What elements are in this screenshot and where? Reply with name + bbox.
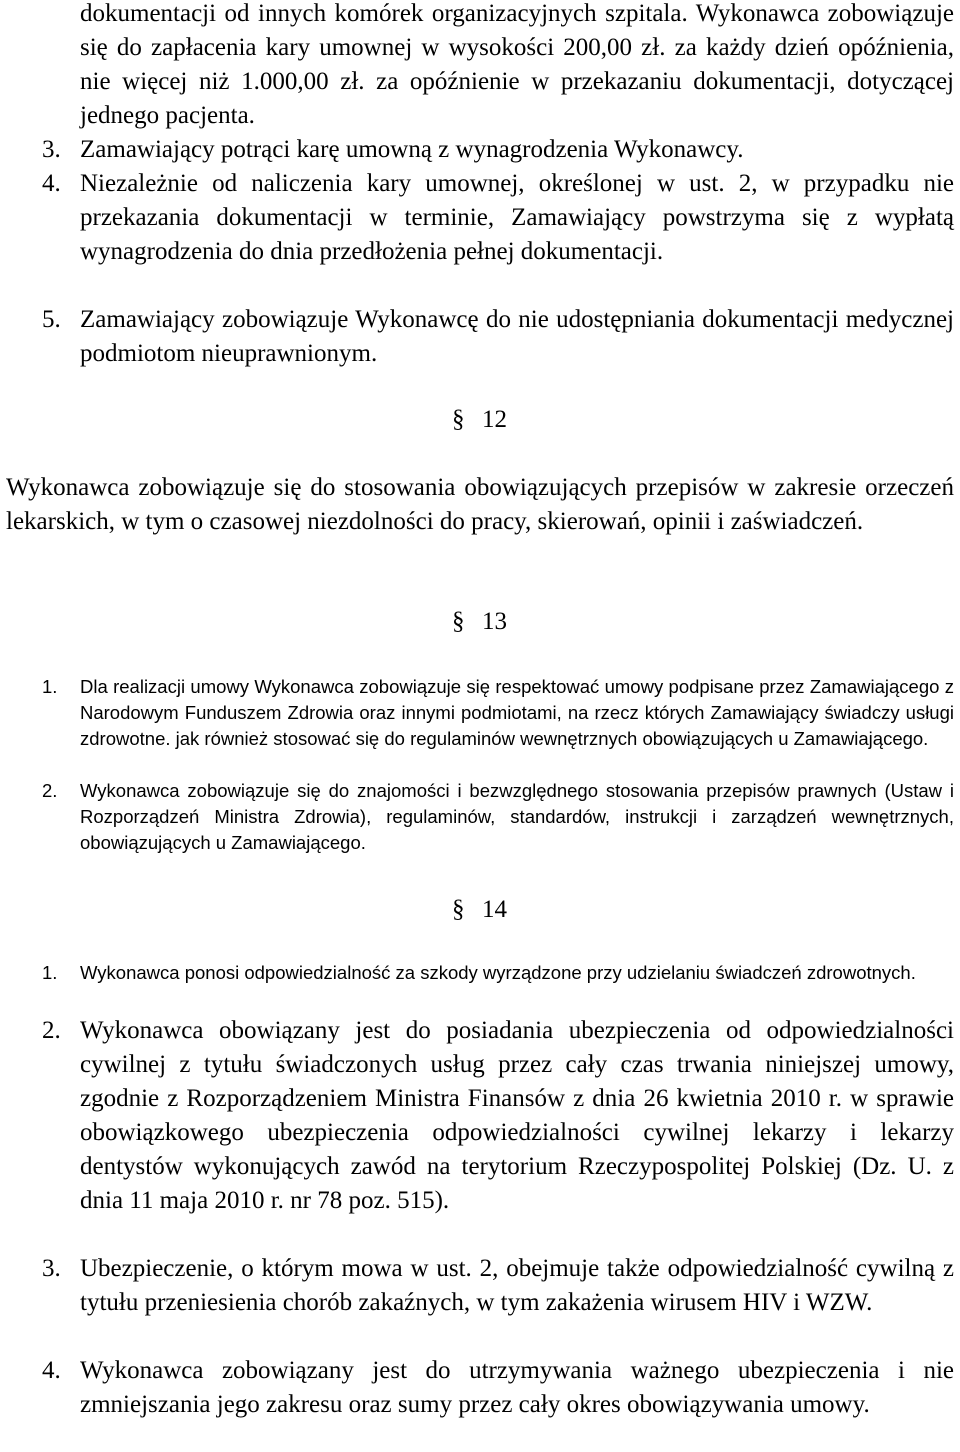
item-number: 5. — [42, 306, 61, 333]
item-number: 2. — [42, 1017, 61, 1044]
section-11-item-5 — [42, 303, 954, 371]
section-12-heading — [452, 403, 507, 437]
item-number: 1. — [42, 962, 58, 983]
paragraph-sign: § — [452, 896, 465, 923]
item-text: Niezależnie od naliczenia kary umownej, określonej w ust. 2, w przypadku nie przekazania dokumentacji w terminie, Zamawiający powstrzyma się z wypłatą wynagrodzenia do dnia przedłożenia pełnej dokumentacji. — [80, 170, 954, 265]
section-13-item-1 — [42, 674, 954, 752]
section-14-heading — [452, 893, 507, 927]
paragraph-sign: § — [452, 406, 465, 433]
section-13-heading — [452, 605, 507, 639]
section-14-item-2 — [42, 1014, 954, 1218]
item-text: Zamawiający potrąci karę umowną z wynagrodzenia Wykonawcy. — [80, 136, 744, 163]
item-text: Ubezpieczenie, o którym mowa w ust. 2, obejmuje także odpowiedzialność cywilną z tytułu przeniesienia chorób zakaźnych, w tym zakażenia wirusem HIV i WZW. — [80, 1255, 954, 1316]
item-number: 4. — [42, 1357, 61, 1384]
item-text: Wykonawca obowiązany jest do posiadania ubezpieczenia od odpowiedzialności cywilnej z tytułu świadczonych usług przez cały czas trwania niniejszej umowy, zgodnie z Rozporządzeniem Ministra Finansów z dnia 26 kwietnia 2010 r. w sprawie obowiązkowego ubezpieczenia odpowiedzialności cywilnej lekarzy i lekarzy dentystów wykonujących zawód na terytorium Rzeczypospolitej Polskiej (Dz. U. z dnia 11 maja 2010 r. nr 78 poz. 515). — [80, 1017, 954, 1214]
section-number: 13 — [482, 608, 507, 635]
section-14-item-1 — [42, 960, 954, 986]
item-number: 2. — [42, 780, 58, 801]
section-number: 12 — [482, 406, 507, 433]
section-14-item-3 — [42, 1252, 954, 1320]
item-number: 1. — [42, 676, 58, 697]
section-13-item-2 — [42, 778, 954, 856]
item-text: Wykonawca ponosi odpowiedzialność za szkody wyrządzone przy udzielaniu świadczeń zdrowotnych. — [80, 962, 916, 983]
item-text: Wykonawca zobowiązany jest do utrzymywania ważnego ubezpieczenia i nie zmniejszania jego zakresu oraz sumy przez cały okres obowiązywania umowy. — [80, 1357, 954, 1418]
section-11-item-4 — [42, 167, 954, 269]
item-number: 4. — [42, 170, 61, 197]
item-number: 3. — [42, 1255, 61, 1282]
item-text: Zamawiający zobowiązuje Wykonawcę do nie udostępniania dokumentacji medycznej podmiotom nieuprawnionym. — [80, 306, 954, 367]
item-text: Dla realizacji umowy Wykonawca zobowiązuje się respektować umowy podpisane przez Zamawiającego z Narodowym Funduszem Zdrowia oraz innymi podmiotami, na rzecz których Zamawiający świadczy usługi zdrowotne. jak również stosować się do regulaminów wewnętrznych obowiązujących u Zamawiającego. — [80, 676, 954, 749]
section-12-text: Wykonawca zobowiązuje się do stosowania obowiązujących przepisów w zakresie orzeczeń lekarskich, w tym o czasowej niezdolności do pracy, skierowań, opinii i zaświadczeń. — [6, 474, 954, 535]
section-number: 14 — [482, 896, 507, 923]
paragraph-sign: § — [452, 608, 465, 635]
section-14-item-4 — [42, 1354, 954, 1422]
item-number: 3. — [42, 136, 61, 163]
section-11-item-3 — [42, 133, 954, 167]
item-text: Wykonawca zobowiązuje się do znajomości i bezwzględnego stosowania przepisów prawnych (Ustaw i Rozporządzeń Ministra Zdrowia), regulaminów, standardów, instrukcji i zarządzeń wewnętrznych, obowiązujących u Zamawiającego. — [80, 780, 954, 853]
section-11-continuation: dokumentacji od innych komórek organizacyjnych szpitala. Wykonawca zobowiązuje się do zapłacenia kary umownej w wysokości 200,00 zł. za każdy dzień opóźnienia, nie więcej niż 1.000,00 zł. za opóźnienie w przekazaniu dokumentacji, dotyczącej jednego pacjenta. — [80, 0, 954, 129]
